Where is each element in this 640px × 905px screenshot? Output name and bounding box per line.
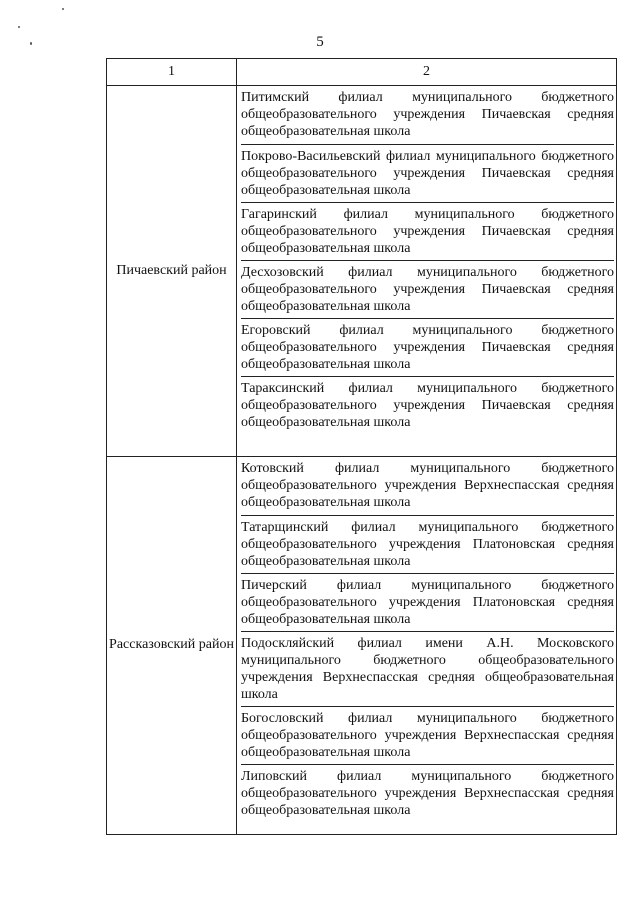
page-number: 5 xyxy=(316,34,324,50)
branch-item: Котовский филиал муниципального бюджетного общеобразовательного учреждения Верхнеспасская средняя общеобразовательная школа xyxy=(241,460,614,510)
branch-item: Гагаринский филиал муниципального бюджетного общеобразовательного учреждения Пичаевская средняя общеобразовательная школа xyxy=(241,202,614,260)
branch-item: Татарщинский филиал муниципального бюджетного общеобразовательного учреждения Платоновская средняя общеобразовательная школа xyxy=(241,515,614,573)
branch-item: Покрово-Васильевский филиал муниципального бюджетного общеобразовательного учреждения Пичаевская средняя общеобразовательная школа xyxy=(241,144,614,202)
schools-table xyxy=(106,58,617,835)
branch-list xyxy=(237,456,617,834)
branch-item: Липовский филиал муниципального бюджетного общеобразовательного учреждения Верхнеспасская средняя общеобразовательная школа xyxy=(241,764,614,824)
branch-list xyxy=(237,86,617,457)
table-header-row xyxy=(107,59,617,86)
branch-item: Егоровский филиал муниципального бюджетного общеобразовательного учреждения Пичаевская средняя общеобразовательная школа xyxy=(241,318,614,376)
branch-item: Подоскляйский филиал имени А.Н. Московского муниципального бюджетного общеобразовательного учреждения Верхнеспасская средняя общеобразовательная школа xyxy=(241,631,614,706)
scan-speck xyxy=(62,8,64,10)
column-header-2: 2 xyxy=(237,59,617,86)
district-rasskazovsky: Рассказовский район xyxy=(107,456,237,834)
branch-item: Тараксинский филиал муниципального бюджетного общеобразовательного учреждения Пичаевская средняя общеобразовательная школа xyxy=(241,376,614,446)
branch-item: Десхозовский филиал муниципального бюджетного общеобразовательного учреждения Пичаевская средняя общеобразовательная школа xyxy=(241,260,614,318)
table-row xyxy=(107,456,617,834)
branch-item: Питимский филиал муниципального бюджетного общеобразовательного учреждения Пичаевская средняя общеобразовательная школа xyxy=(241,90,614,139)
branch-item: Пичерский филиал муниципального бюджетного общеобразовательного учреждения Платоновская средняя общеобразовательная школа xyxy=(241,573,614,631)
district-pichaevsky: Пичаевский район xyxy=(107,86,237,457)
branch-item: Богословский филиал муниципального бюджетного общеобразовательного учреждения Верхнеспасская средняя общеобразовательная школа xyxy=(241,706,614,764)
column-header-1: 1 xyxy=(107,59,237,86)
scan-speck xyxy=(18,26,20,28)
table-row xyxy=(107,86,617,457)
